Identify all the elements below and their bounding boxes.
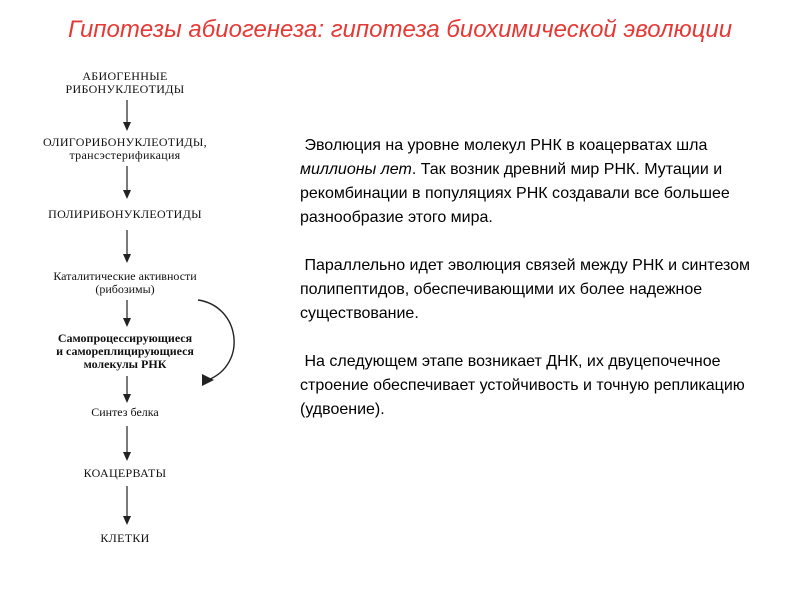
- flow-step-protein-synthesis: [20, 406, 230, 419]
- down-arrow-icon: [121, 100, 133, 132]
- flow-step-coacervates: [20, 467, 230, 480]
- flow-step-line: РИБОНУКЛЕОТИДЫ: [65, 82, 185, 96]
- down-arrow-icon: [121, 300, 133, 328]
- paragraph-dna: [300, 350, 770, 422]
- paragraph-text: Параллельно идет эволюция связей между РНК и синтезом полипептидов, обеспечивающими их более надежное существование.: [300, 257, 755, 322]
- down-arrow-icon: [121, 166, 133, 200]
- flow-step-line: АБИОГЕННЫЕ: [82, 69, 168, 83]
- flow-step-catalytic-activities: [20, 270, 230, 296]
- paragraph-polypeptides: [300, 254, 770, 326]
- down-arrow-icon: [121, 230, 133, 264]
- paragraph-text: Эволюция на уровне молекул РНК в коацерватах шла: [300, 137, 712, 154]
- flow-step-polyribonucleotides: [20, 208, 230, 221]
- flow-step-line: Каталитические активности: [53, 269, 197, 283]
- flow-step-line: (рибозимы): [95, 282, 155, 296]
- down-arrow-icon: [121, 376, 133, 404]
- down-arrow-icon: [121, 426, 133, 462]
- flow-step-line: молекулы РНК: [83, 357, 167, 371]
- paragraph-text: . Так возник древний мир РНК. Мутации и рекомбинации в популяциях РНК создавали все большее разнообразие этого мира.: [300, 161, 735, 226]
- flow-step-line: Самопроцессирующиеся: [57, 331, 193, 345]
- paragraph-rna-evolution: [300, 134, 770, 230]
- cycle-arrow-icon: [190, 294, 250, 394]
- paragraph-text: На следующем этапе возникает ДНК, их двуцепочечное строение обеспечивает устойчивость и точную репликацию (удвоение).: [300, 353, 750, 418]
- description-text: [300, 134, 770, 446]
- flow-step-line: Синтез белка: [91, 405, 159, 419]
- flow-step-line: и самореплицирующиеся: [56, 344, 194, 358]
- flow-step-abiogenic-ribonucleotides: [20, 70, 230, 96]
- paragraph-emphasis: миллионы лет: [300, 161, 412, 178]
- slide-title: Гипотезы абиогенеза: гипотеза биохимической эволюции: [67, 16, 733, 43]
- flow-step-line: ОЛИГОРИБОНУКЛЕОТИДЫ,: [43, 135, 207, 149]
- down-arrow-icon: [121, 486, 133, 526]
- flow-step-oligoribonucleotides: [20, 136, 230, 162]
- flow-step-line: ПОЛИРИБОНУКЛЕОТИДЫ: [48, 207, 202, 221]
- flow-diagram: [20, 66, 260, 566]
- flow-step-cells: [20, 532, 230, 545]
- flow-step-line: трансэстерификация: [69, 148, 181, 162]
- flow-step-line: КОАЦЕРВАТЫ: [83, 466, 167, 480]
- flow-step-line: КЛЕТКИ: [100, 531, 150, 545]
